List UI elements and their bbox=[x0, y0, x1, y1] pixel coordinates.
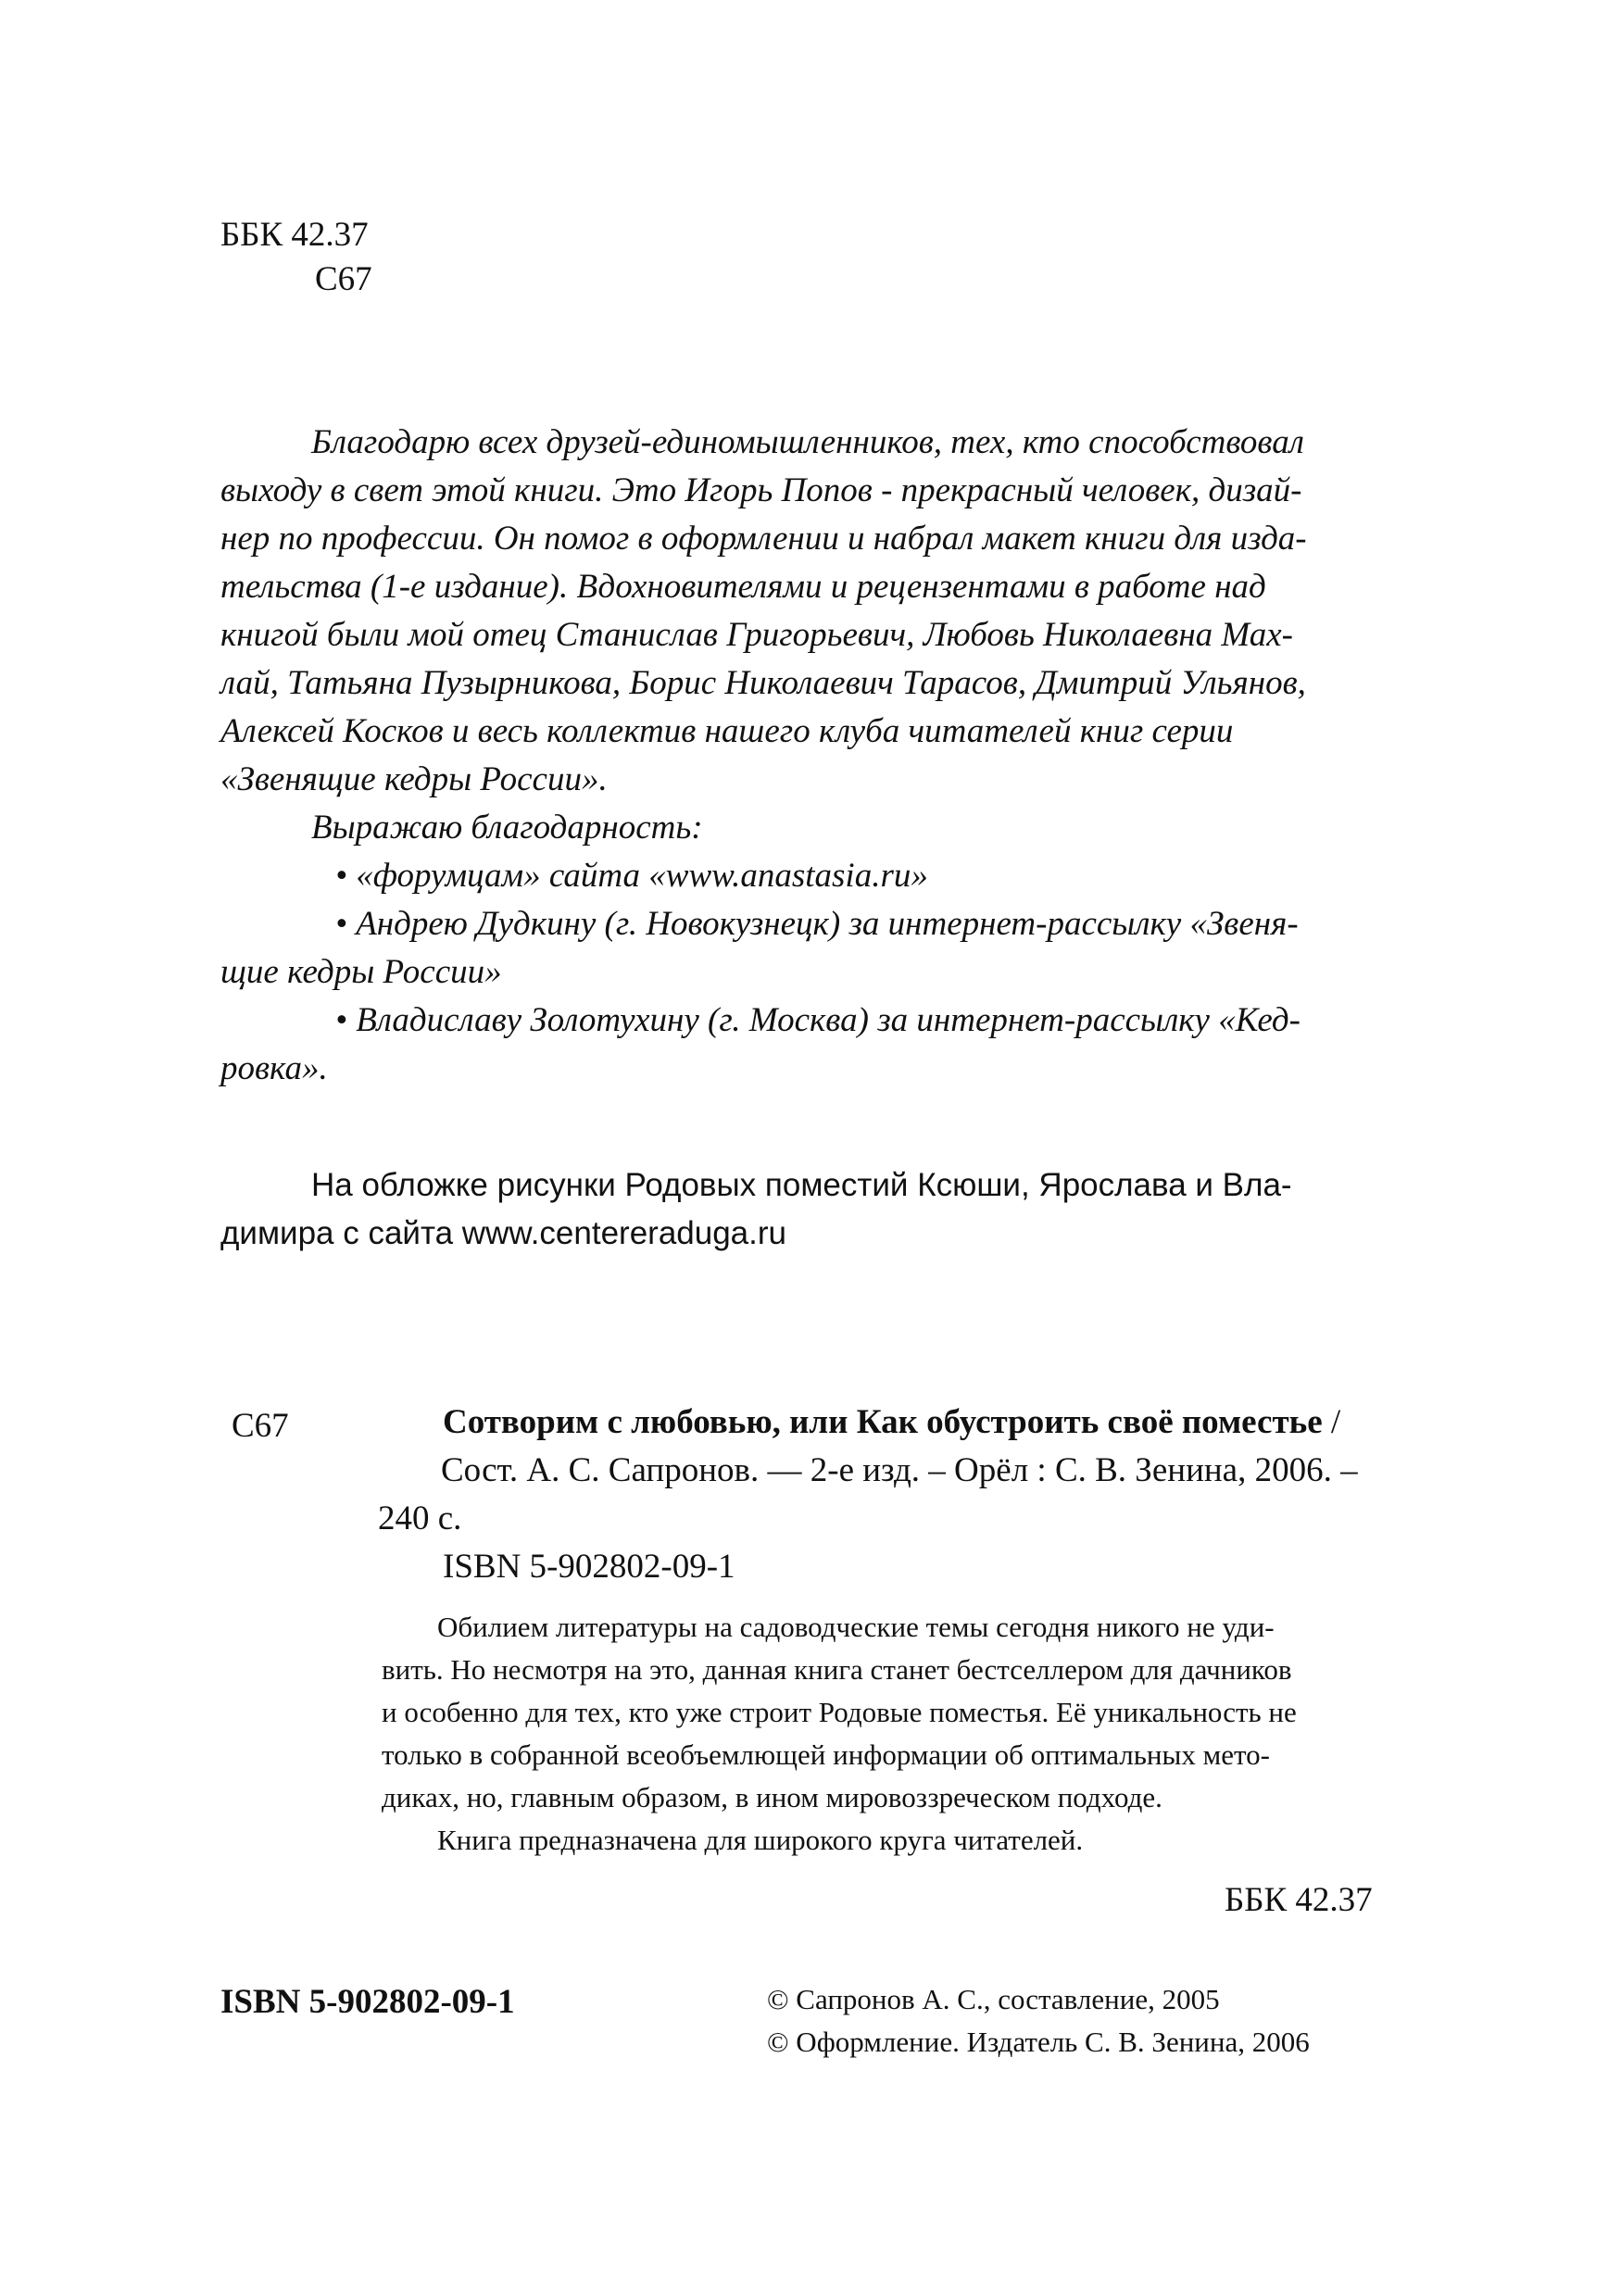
copyright-line: © Оформление. Издатель С. В. Зенина, 2006 bbox=[767, 2026, 1310, 2058]
ack-line: «Звенящие кедры России». bbox=[220, 760, 608, 798]
bullet-item: • «форумцам» сайта «www.anastasia.ru» bbox=[335, 857, 928, 895]
catalog-isbn: ISBN 5-902802-09-1 bbox=[443, 1548, 735, 1586]
annotation bbox=[382, 1606, 1447, 1862]
catalog-details bbox=[220, 1447, 1358, 1591]
ack-line: выходу в свет этой книги. Это Игорь Попов - прекрасный человек, дизай- bbox=[220, 471, 1302, 509]
gratitude-heading: Выражаю благодарность: bbox=[311, 809, 703, 847]
annotation-line: Обилием литературы на садоводческие темы сегодня никого не уди- bbox=[437, 1611, 1275, 1643]
copyright-line: © Сапронов А. С., составление, 2005 bbox=[767, 1983, 1220, 2015]
catalog-mark: С67 bbox=[232, 1407, 289, 1445]
cover-note bbox=[220, 1161, 1292, 1258]
catalog-line: Сост. А. С. Сапронов. — 2-е изд. – Орёл : С. В. Зенина, 2006. – bbox=[441, 1451, 1358, 1489]
ack-line: тельства (1-е издание). Вдохновителями и рецензентами в работе над bbox=[220, 568, 1266, 606]
annotation-audience: Книга предназначена для широкого круга читателей. bbox=[437, 1824, 1084, 1856]
acknowledgements bbox=[220, 419, 1439, 1093]
ack-line: книгой были мой отец Станислав Григорьевич, Любовь Николаевна Мах- bbox=[220, 616, 1293, 654]
cover-note-line: На обложке рисунки Родовых поместий Ксюши, Ярослава и Вла- bbox=[311, 1167, 1292, 1203]
ack-line: лай, Татьяна Пузырникова, Борис Николаевич Тарасов, Дмитрий Ульянов, bbox=[220, 664, 1306, 702]
copyrights bbox=[767, 1978, 1310, 2064]
catalog-card bbox=[443, 1399, 1340, 1447]
bbk-code: ББК 42.37 bbox=[220, 216, 369, 254]
catalog-title-line bbox=[443, 1399, 1340, 1447]
annotation-line: только в собранной всеобъемлющей информации об оптимальных мето- bbox=[382, 1738, 1270, 1771]
footer-bbk: ББК 42.37 bbox=[1225, 1881, 1373, 1919]
footer-isbn: ISBN 5-902802-09-1 bbox=[220, 1983, 515, 2021]
bullet-continuation: щие кедры России» bbox=[220, 953, 502, 991]
catalog-line: 240 с. bbox=[378, 1499, 462, 1537]
book-title: Сотворим с любовью, или Как обустроить своё поместье bbox=[443, 1403, 1323, 1441]
bullet-item: • Владиславу Золотухину (г. Москва) за интернет-рассылку «Кед- bbox=[335, 1001, 1301, 1039]
bullet-item: • Андрею Дудкину (г. Новокузнецк) за интернет-рассылку «Звеня- bbox=[335, 905, 1299, 943]
ack-line: Алексей Косков и весь коллектив нашего клуба читателей книг серии bbox=[220, 712, 1234, 750]
cover-note-line: димира с сайта www.centereraduga.ru bbox=[220, 1215, 786, 1251]
annotation-line: и особенно для тех, кто уже строит Родовые поместья. Её уникальность не bbox=[382, 1696, 1297, 1728]
author-mark: С67 bbox=[315, 260, 372, 298]
ack-line: нер по профессии. Он помог в оформлении и набрал макет книги для изда- bbox=[220, 520, 1307, 558]
annotation-line: диках, но, главным образом, в ином мировоззреческом подходе. bbox=[382, 1781, 1162, 1813]
ack-line: Благодарю всех друзей-единомышленников, тех, кто способствовал bbox=[311, 423, 1304, 461]
title-slash: / bbox=[1322, 1403, 1341, 1441]
bullet-continuation: ровка». bbox=[220, 1049, 328, 1087]
annotation-line: вить. Но несмотря на это, данная книга станет бестселлером для дачников bbox=[382, 1653, 1292, 1686]
